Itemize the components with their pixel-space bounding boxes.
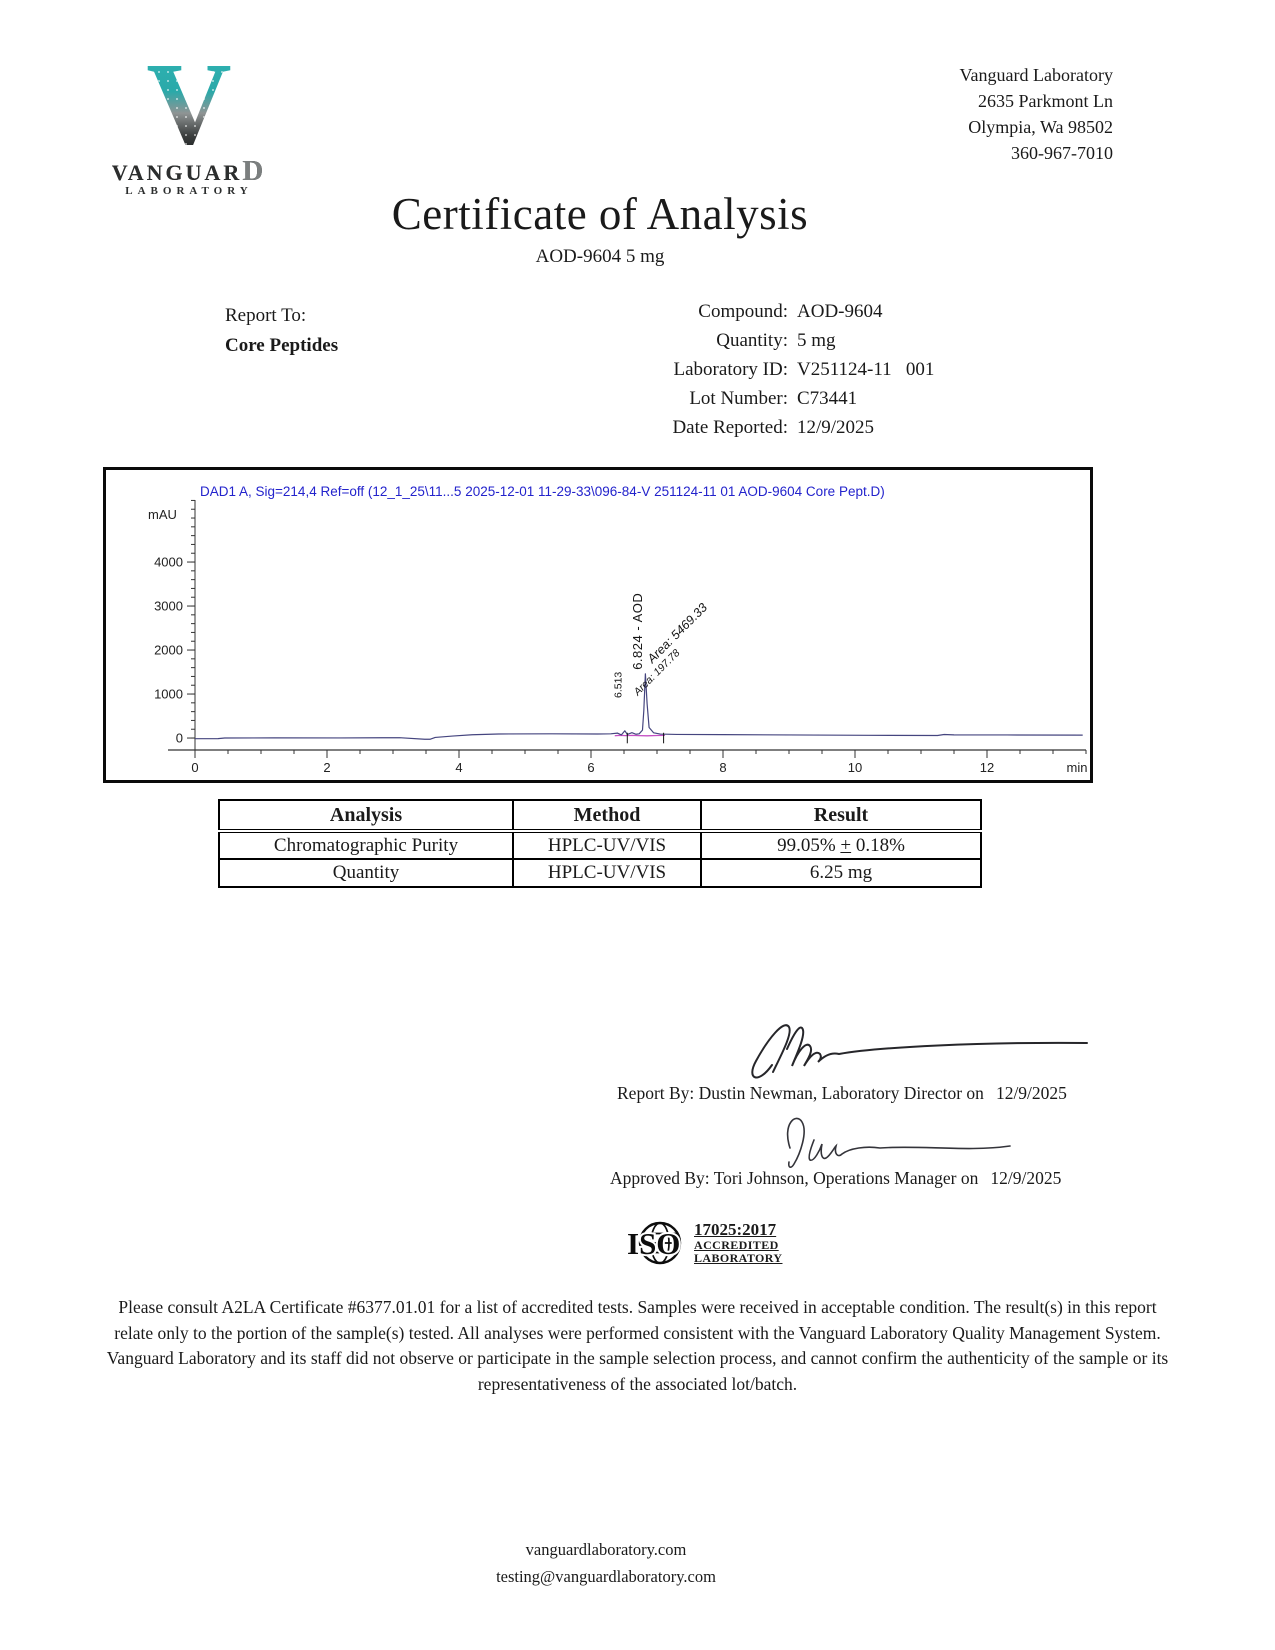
- y-axis-unit-label: mAU: [148, 507, 177, 522]
- report-to-label: Report To:: [225, 305, 307, 326]
- info-label: Lot Number:: [689, 388, 788, 409]
- iso-accreditation: [626, 1220, 782, 1266]
- result-tolerance: 0.18%: [851, 834, 905, 856]
- logo-wordmark-text: VANGUAR: [111, 159, 243, 185]
- cell-analysis: Quantity: [219, 859, 513, 887]
- x-tick-label: 0: [191, 760, 199, 775]
- peak-rt-label: 6.513: [612, 671, 625, 698]
- integration-baseline: [615, 735, 665, 736]
- table-header-row: [219, 800, 981, 831]
- info-value: 12/9/2025: [797, 417, 875, 438]
- iso-text: ISO: [627, 1226, 681, 1261]
- info-value: C73441: [797, 388, 858, 409]
- logo-wordmark-d: D: [242, 154, 267, 187]
- page-title: Certificate of Analysis: [391, 189, 809, 239]
- cell-result: [701, 831, 981, 859]
- chromatogram-chart: [106, 470, 1090, 780]
- plus-minus-sign: +: [840, 834, 852, 856]
- approved-by-date: 12/9/2025: [990, 1168, 1062, 1188]
- address-line-city: Olympia, Wa 98502: [968, 117, 1113, 137]
- x-tick-label: 8: [719, 760, 727, 775]
- col-header-analysis: Analysis: [219, 800, 513, 831]
- info-value: V251124-11 001: [797, 359, 935, 380]
- info-label: Laboratory ID:: [673, 359, 788, 380]
- info-value: AOD-9604: [797, 301, 883, 322]
- chart-title: DAD1 A, Sig=214,4 Ref=off (12_1_25\11...5 2025-12-01 11-29-33\096-84-V 251124-11 01 AOD-9604 Core Pept.D): [200, 484, 885, 499]
- signature-stroke: [788, 1118, 1010, 1167]
- info-row-date-reported: [500, 417, 934, 446]
- approved-by-signature-image: [768, 1110, 1068, 1170]
- lab-address: [960, 62, 1113, 166]
- footer-website: vanguardlaboratory.com: [525, 1540, 687, 1559]
- report-to-block: [225, 301, 338, 361]
- results-table: [218, 799, 982, 888]
- cell-analysis: Chromatographic Purity: [219, 831, 513, 859]
- y-tick-label: 2000: [154, 642, 183, 658]
- cell-result: 6.25 mg: [701, 859, 981, 887]
- x-tick-label: 10: [847, 760, 863, 775]
- result-value: 99.05%: [777, 834, 841, 856]
- x-axis-unit-label: min: [1066, 760, 1088, 775]
- x-tick-label: 4: [455, 760, 463, 775]
- page-footer: [6, 1536, 1206, 1590]
- report-by-text: Report By: Dustin Newman, Laboratory Director on: [617, 1083, 984, 1103]
- iso-accredited-label: ACCREDITED: [694, 1238, 779, 1252]
- approved-by-line: [610, 1168, 1061, 1189]
- col-header-result: Result: [701, 800, 981, 831]
- iso-standard: 17025:2017: [694, 1220, 777, 1239]
- info-row-lot-number: [500, 388, 934, 417]
- info-label: Quantity:: [716, 330, 788, 351]
- logo-v-icon: V: [146, 38, 232, 169]
- cell-method: HPLC-UV/VIS: [513, 859, 701, 887]
- signature-stroke: [752, 1025, 1087, 1077]
- iso-globe-icon: [626, 1220, 688, 1266]
- iso-text-block: [694, 1221, 782, 1265]
- y-tick-label: 0: [175, 730, 183, 746]
- iso-laboratory-label: LABORATORY: [694, 1251, 783, 1265]
- report-to-value: Core Peptides: [225, 335, 339, 356]
- info-row-quantity: [500, 330, 934, 359]
- disclaimer-text: Please consult A2LA Certificate #6377.01.01 for a list of accredited tests. Samples were received in acceptable condition. The result(s) in this report relate only to the portion of the sample(s) tested. All analyses were performed consistent with the Vanguard Laboratory Quality Management System. Vanguard Laboratory and its staff did not observe or participate in the sample selection process, and cannot confirm the authenticity of the sample or its representativeness of the associated lot/batch.: [106, 1297, 1169, 1394]
- x-tick-label: 2: [323, 760, 331, 775]
- report-by-line: [617, 1083, 1067, 1104]
- y-tick-label: 1000: [154, 686, 183, 702]
- info-label: Date Reported:: [672, 417, 788, 438]
- chromatogram-frame: [103, 467, 1093, 783]
- peak-rt-label: 6.824 - AOD: [629, 592, 645, 670]
- table-row: [219, 859, 981, 887]
- approved-by-text: Approved By: Tori Johnson, Operations Manager on: [610, 1168, 979, 1188]
- y-tick-label: 3000: [154, 598, 183, 614]
- sample-info: [500, 301, 934, 446]
- info-row-lab-id: [500, 359, 934, 388]
- title-block: [0, 188, 1200, 268]
- peak-area-label: Area: 197.78: [631, 647, 683, 699]
- logo-wordmark-sub: LABORATORY: [125, 184, 253, 197]
- page-subtitle: AOD-9604 5 mg: [535, 246, 665, 267]
- x-tick-label: 12: [979, 760, 995, 775]
- address-line-phone: 360-967-7010: [1011, 143, 1113, 163]
- address-line-street: 2635 Parkmont Ln: [978, 91, 1113, 111]
- y-tick-label: 4000: [154, 554, 183, 570]
- peak-area-label: Area: 5469.33: [644, 600, 711, 666]
- report-by-date: 12/9/2025: [995, 1083, 1067, 1103]
- info-value: 5 mg: [797, 330, 836, 351]
- info-label: Compound:: [698, 301, 788, 322]
- cell-method: HPLC-UV/VIS: [513, 831, 701, 859]
- col-header-method: Method: [513, 800, 701, 831]
- logo-wordmark: [103, 155, 275, 188]
- address-line-name: Vanguard Laboratory: [959, 65, 1113, 85]
- x-tick-label: 6: [587, 760, 595, 775]
- report-by-signature-image: [742, 1005, 1162, 1085]
- vanguard-logo: [103, 38, 275, 197]
- table-row: [219, 831, 981, 859]
- footer-email: testing@vanguardlaboratory.com: [496, 1567, 716, 1586]
- info-row-compound: [500, 301, 934, 330]
